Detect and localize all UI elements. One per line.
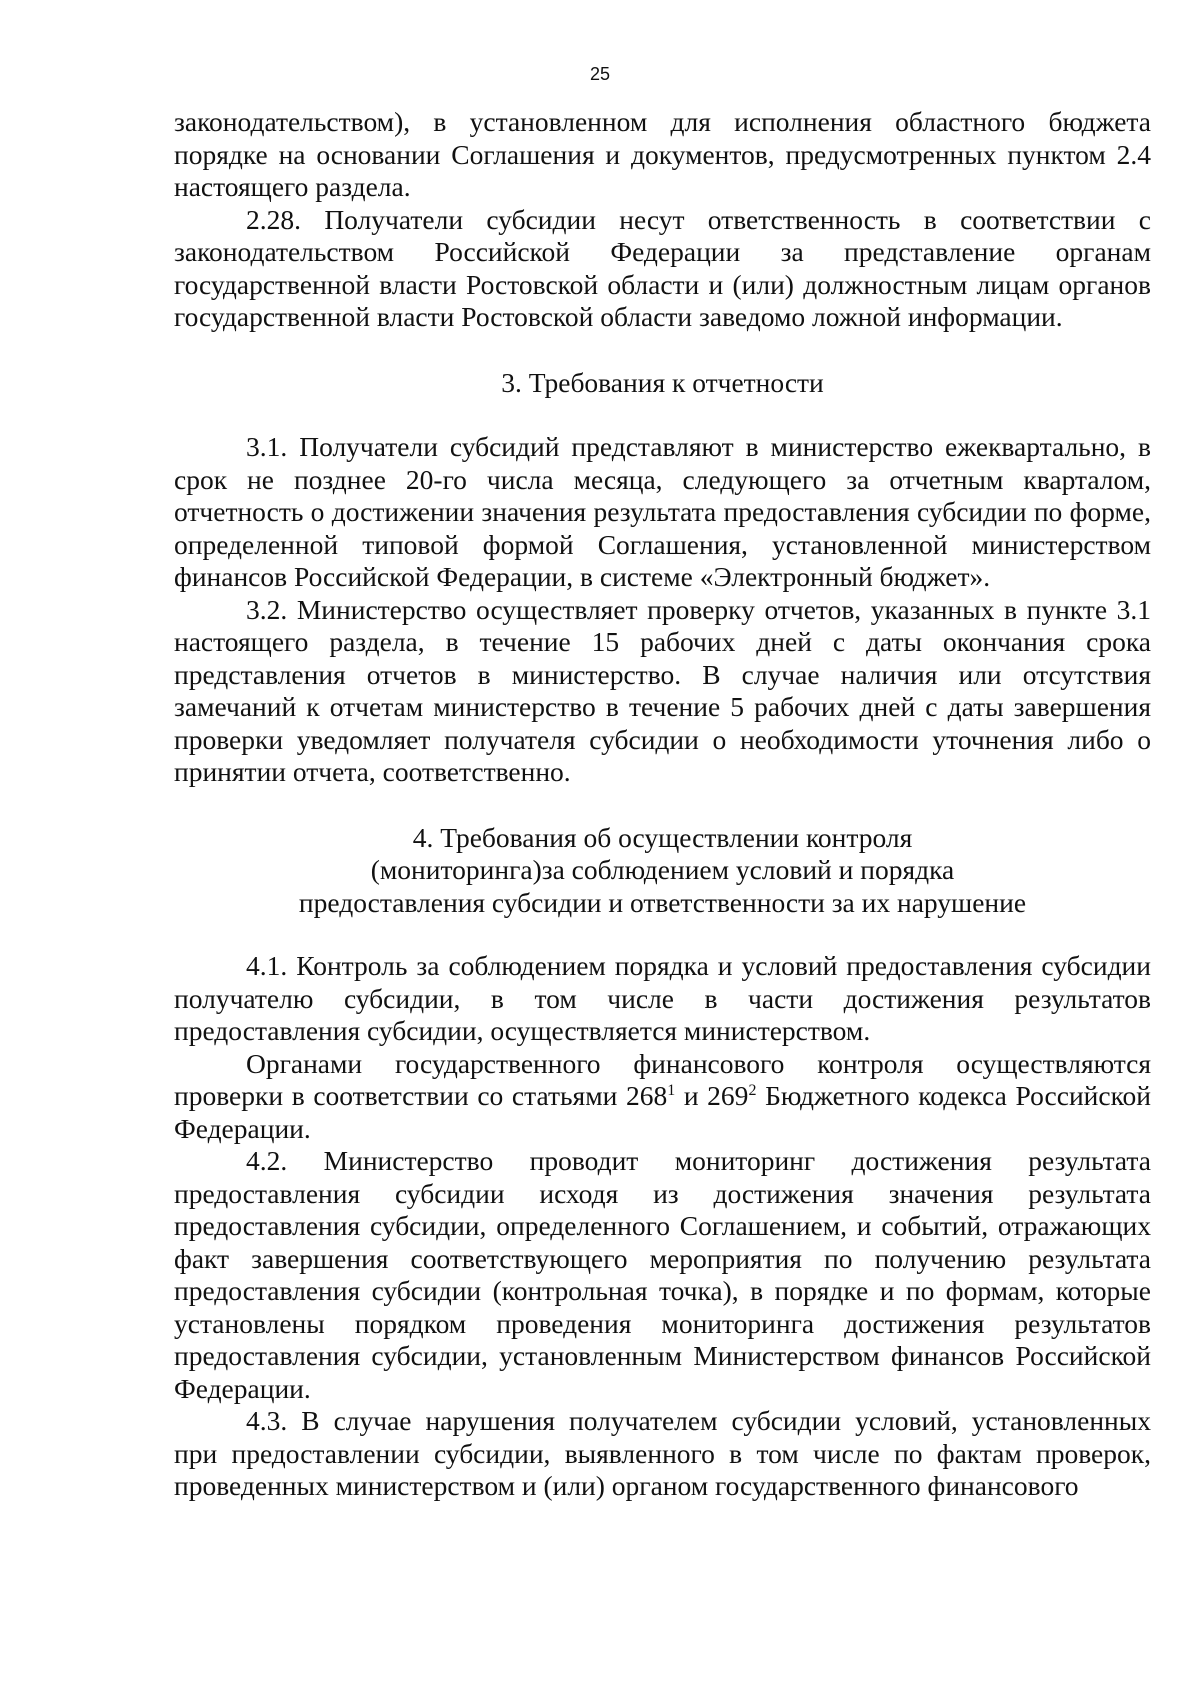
paragraph-4-1: 4.1. Контроль за соблюдением порядка и условий предоставления субсидии получателю субсидии, в том числе в части достижения результатов предоставления субсидии, осуществляется министерством. — [174, 950, 1151, 1046]
section-4-heading-line-1: 4. Требования об осуществлении контроля — [412, 821, 913, 853]
section-4-heading-line-2: (мониторинга)за соблюдением условий и порядка — [370, 854, 955, 885]
financial-control-text-b: и 269 — [675, 1080, 749, 1111]
superscript-2: 2 — [748, 1081, 757, 1099]
superscript-1: 1 — [667, 1081, 676, 1099]
paragraph-3-2: 3.2. Министерство осуществляет проверку отчетов, указанных в пункте 3.1 настоящего раздела, в течение 15 рабочих дней с даты окончания срока представления отчетов в министерство. В случае наличия или отсутствия замечаний к отчетам министерство в течение 5 рабочих дней с даты завершения проверки уведомляет получателя субсидии о необходимости уточнения либо о принятии отчета, соответственно. — [174, 593, 1151, 787]
paragraph-4-3: 4.3. В случае нарушения получателем субсидии условий, установленных при предоставлении субсидии, выявленного в том числе по фактам проверок, проведенных министерством и (или) органом государственного финансового — [174, 1405, 1151, 1501]
page-number: 25 — [589, 64, 611, 84]
paragraph-continuation: законодательством), в установленном для исполнения областного бюджета порядке на основании Соглашения и документов, предусмотренных пунктом 2.4 настоящего раздела. — [174, 106, 1151, 202]
paragraph-financial-control — [174, 1048, 1151, 1146]
paragraph-4-2: 4.2. Министерство проводит мониторинг достижения результата предоставления субсидии исходя из достижения значения результата предоставления субсидии, определенного Соглашением, и событий, отражающих факт завершения соответствующего мероприятия по получению результата предоставления субсидии (контрольная точка), в порядке и по формам, которые установлены порядком проведения мониторинга достижения результатов предоставления субсидии, установленным Министерством финансов Российской Федерации. — [174, 1145, 1151, 1404]
section-3-heading: 3. Требования к отчетности — [501, 366, 824, 398]
financial-control-text-c: Бюджетного кодекса Российской Федерации. — [174, 1080, 1152, 1144]
section-4-heading-line-3: предоставления субсидии и ответственности за их нарушение — [298, 886, 1027, 918]
paragraph-3-1: 3.1. Получатели субсидий представляют в министерство ежеквартально, в срок не позднее 20-го числа месяца, следующего за отчетным кварталом, отчетность о достижении значения результата предоставления субсидии по форме, определенной типовой формой Соглашения, установленной министерством финансов Российской Федерации, в системе «Электронный бюджет». — [174, 431, 1151, 592]
section-4-heading — [174, 822, 1151, 920]
document-body — [174, 106, 1151, 1503]
paragraph-2-28: 2.28. Получатели субсидии несут ответственность в соответствии с законодательством Российской Федерации за представление органам государственной власти Ростовской области и (или) должностным лицам органов государственной власти Ростовской области заведомо ложной информации. — [174, 203, 1151, 332]
financial-control-text-a: Органами государственного финансового контроля осуществляются проверки в соответствии со статьями 268 — [174, 1047, 1151, 1111]
